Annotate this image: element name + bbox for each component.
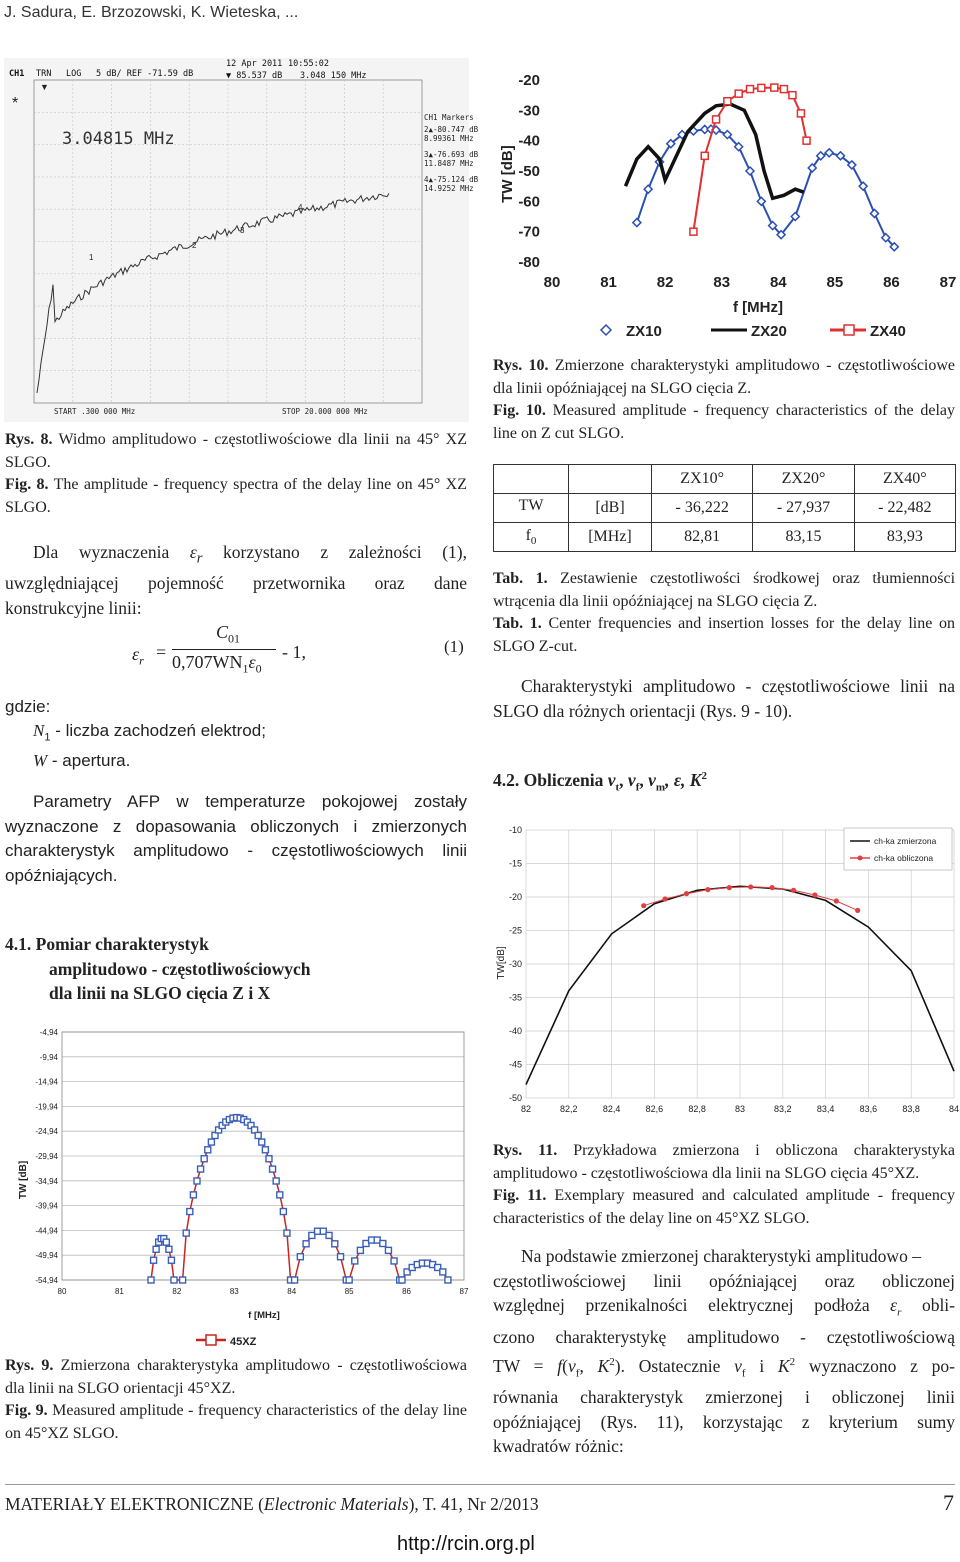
table-cell-symbol: $f_0$ <box>494 523 569 552</box>
data-point <box>391 1258 397 1264</box>
data-point <box>870 209 878 217</box>
fig11-caption-en: Exemplary measured and calculated amplitude - frequency characteristics of the delay line on 45°XZ SLGO. <box>493 1187 955 1227</box>
data-point <box>280 1209 286 1215</box>
x-tick-label: 82,2 <box>560 1104 578 1114</box>
intro-text-2: korzystano z zależności (1), uwzględniającej pojemność przetwornika oraz dane konstrukcyjne linii: <box>5 542 467 618</box>
fig11-caption-pl: Przykładowa zmierzona i obliczona charakterystyka amplitudowo - częstotliwościowa dla linii na SLGO cięcia 45°XZ. <box>493 1142 955 1182</box>
tab1-label-en: Tab. 1. <box>493 615 542 632</box>
fig8-label-en: Fig. 8. <box>5 476 49 493</box>
intro-paragraph <box>5 540 467 620</box>
fig10-label-pl: Rys. 10. <box>493 357 549 374</box>
x-tick-label: 84 <box>769 274 787 291</box>
time-label: 10:55:02 <box>288 59 329 69</box>
data-point <box>757 197 765 205</box>
data-point <box>205 1147 211 1153</box>
y-tick-label: -70 <box>518 223 540 241</box>
y-tick-label: -4,94 <box>39 1028 58 1037</box>
data-point <box>758 84 765 91</box>
marker-4-value: 4▲-75.124 dB <box>424 175 479 184</box>
y-tick-label: -80 <box>518 254 540 271</box>
y-tick-label: -40 <box>508 1026 522 1036</box>
y-tick-label: -39,94 <box>35 1201 58 1211</box>
ch-label: CH1 <box>9 69 25 79</box>
fig11-y-label: TW[dB] <box>496 946 507 980</box>
data-point <box>701 152 708 159</box>
y-tick-label: -49,94 <box>35 1251 58 1261</box>
eq-number: (1) <box>444 637 464 656</box>
marker-3-freq: 11.8487 MHz <box>424 159 474 168</box>
scale-label: 5 dB/ REF -71.59 dB <box>96 69 194 79</box>
data-point <box>663 896 668 901</box>
table1-caption <box>493 568 955 658</box>
markers-panel <box>424 113 479 193</box>
x-tick-label: 87 <box>459 1287 469 1296</box>
fig10-caption <box>493 355 955 445</box>
data-point <box>747 86 754 93</box>
data-point <box>273 1178 279 1184</box>
fig9-x-label: f [MHz] <box>248 1310 280 1321</box>
where-n: $N_1$ - liczba zachodzeń elektrod; <box>33 720 266 743</box>
fig9-series <box>148 1115 451 1283</box>
table-cell: 82,81 <box>652 523 753 552</box>
data-point <box>194 1178 200 1184</box>
data-point <box>705 887 710 892</box>
legend-label: ZX20 <box>751 323 787 340</box>
data-point <box>770 885 775 890</box>
table-cell: 83,15 <box>753 523 854 552</box>
data-point <box>168 1257 174 1263</box>
fig8-caption-en: The amplitude - frequency spectra of the delay line on 45° XZ SLGO. <box>5 476 467 516</box>
where-block <box>5 695 467 773</box>
table-cell-unit: [MHz] <box>569 523 652 552</box>
fig11-caption <box>493 1140 955 1230</box>
star-mark: * <box>12 95 19 112</box>
fig8-spectrum-screen <box>4 58 479 422</box>
data-point <box>791 888 796 893</box>
section-4-2-heading: 4.2. Obliczenia $v_t$, $v_f$, $v_m$, ε, $K^2$ <box>493 770 707 794</box>
data-point <box>190 1192 196 1198</box>
data-point <box>270 1166 276 1172</box>
tab1-caption-pl: Zestawienie częstotliwości środkowej oraz tłumienności wtrącenia dla linii opóźniającej na SLGO cięcia Z. <box>493 570 956 610</box>
y-tick-label: -40 <box>518 132 540 150</box>
data-point <box>746 167 754 175</box>
fig10-y-label: TW [dB] <box>499 145 516 203</box>
data-point <box>690 228 697 235</box>
data-point <box>713 116 720 123</box>
fig9-caption-en: Measured amplitude - frequency characteristics of the delay line on 45°XZ SLGO. <box>5 1402 468 1442</box>
marker-2-num: 2 <box>192 241 197 250</box>
table-header-zx10: ZX10° <box>652 465 753 494</box>
data-point <box>780 86 787 93</box>
y-tick-label: -15 <box>508 858 522 869</box>
data-point <box>684 891 689 896</box>
fig9-label-en: Fig. 9. <box>5 1402 48 1419</box>
y-tick-label: -19,94 <box>35 1102 58 1112</box>
footer-rule <box>5 1484 955 1485</box>
y-tick-label: -54,94 <box>35 1276 58 1285</box>
marker-4-freq: 14.9252 MHz <box>424 184 474 193</box>
data-point <box>284 1230 290 1236</box>
x-tick-label: 83 <box>229 1287 239 1296</box>
big-frequency-readout: 3.04815 MHz <box>62 129 175 149</box>
fig9-caption <box>5 1355 467 1445</box>
data-point <box>201 1156 207 1162</box>
table-1 <box>493 464 956 552</box>
legend-marker <box>844 325 854 335</box>
date-label: 12 Apr 2011 <box>226 59 283 69</box>
data-point <box>262 1147 268 1153</box>
data-point <box>633 219 641 227</box>
data-point <box>208 1139 214 1145</box>
x-tick-label: 86 <box>402 1287 412 1296</box>
where-title: gdzie: <box>5 697 51 716</box>
x-tick-label: 81 <box>600 274 617 291</box>
marker-2-freq: 8.99361 MHz <box>424 134 474 143</box>
fig9-y-label: TW [dB] <box>18 1160 29 1200</box>
final-paragraph: Na podstawie zmierzonej charakterystyki amplitudowo – częstotliwościowej linii opóźniającej oraz obliczonej względnej przenikalności elektrycznej podłoża $\varepsilon_r$ obli- czono charakterystykę amplitudowo - częstotliwościową TW = $f(v_f$, $K^2$). Ostatecznie $v_f$ i $K^2$ wyznaczono z po- równania charakterystyk zmierzonej i obliczonej linii opóźniającej (Rys. 11), korzystając z kryterium sumy kwadratów różnic: <box>493 1246 956 1457</box>
x-tick-label: 83,6 <box>859 1104 878 1114</box>
x-tick-label: 80 <box>57 1287 67 1296</box>
y-tick-label: -45 <box>508 1059 522 1070</box>
y-tick-label: -50 <box>508 1093 522 1103</box>
data-point <box>644 185 652 193</box>
data-point <box>187 1209 193 1215</box>
intro-eps-sub: r <box>196 550 203 567</box>
equation-1 <box>132 622 472 686</box>
table-cell: - 22,482 <box>854 494 955 523</box>
y-tick-label: -9,94 <box>39 1052 58 1062</box>
y-tick-label: -30 <box>518 102 540 120</box>
fig9-legend-marker <box>206 1335 216 1345</box>
fig10-label-en: Fig. 10. <box>493 402 546 419</box>
y-tick-label: -29,94 <box>35 1152 58 1161</box>
data-point <box>445 1277 451 1283</box>
data-point <box>180 1277 186 1283</box>
data-point <box>292 1277 298 1283</box>
legend-marker <box>601 325 611 335</box>
y-tick-label: -20 <box>508 892 522 902</box>
params-paragraph: Parametry AFP w temperaturze pokojowej zostały wyznaczone z dopasowania obliczonych i zmierzonych charakterystyk amplitudowo - częstotliwościowych linii opóźniających. <box>5 792 467 885</box>
fig10-legend <box>601 323 906 340</box>
data-point <box>148 1277 154 1283</box>
page-number: 7 <box>943 1490 954 1515</box>
data-point <box>380 1240 386 1246</box>
marker-3-num: 3 <box>240 226 245 235</box>
fig10-caption-en: Measured amplitude - frequency characteristics of the delay line on Z cut SLGO. <box>493 402 956 442</box>
where-w: W - apertura. <box>33 751 131 771</box>
data-point <box>834 898 839 903</box>
data-point <box>385 1247 391 1253</box>
data-point <box>166 1246 172 1252</box>
fig8-label-pl: Rys. 8. <box>5 431 53 448</box>
x-tick-label: 85 <box>826 274 844 291</box>
data-point <box>748 884 753 889</box>
data-point <box>332 1241 338 1247</box>
x-tick-label: 82 <box>656 274 674 291</box>
y-tick-label: -60 <box>518 193 540 211</box>
fig11-legend-label-calc: ch-ka obliczona <box>874 853 934 863</box>
data-point <box>198 1166 204 1172</box>
intro-eps: ε <box>189 542 197 562</box>
table-cell: - 36,222 <box>652 494 753 523</box>
data-point <box>171 1277 177 1283</box>
eq-denominator: $0,707WN_1\varepsilon_0$ <box>172 652 262 676</box>
table-cell: 83,93 <box>854 523 955 552</box>
fig9-y-ticks <box>35 1028 58 1285</box>
y-tick-label: -10 <box>508 825 522 835</box>
running-header: J. Sadura, E. Brzozowski, K. Wieteska, ... <box>4 4 299 21</box>
table-row <box>494 523 956 552</box>
fig10-x-ticks <box>544 274 957 291</box>
y-tick-label: -35 <box>508 992 522 1003</box>
x-tick-label: 81 <box>114 1287 124 1296</box>
stop-freq: STOP 20.000 000 MHz <box>282 407 368 416</box>
fig10-caption-pl: Zmierzone charakterystyki amplitudowo - częstotliwościowe dla linii opóźniającej na SLGO cięcia Z. <box>493 357 956 397</box>
x-tick-label: 86 <box>883 274 900 291</box>
data-point <box>641 903 646 908</box>
data-point <box>812 892 817 897</box>
data-point <box>727 885 732 890</box>
footer-journal: MATERIAŁY ELEKTRONICZNE (Electronic Materials), T. 41, Nr 2/2013 <box>5 1494 539 1514</box>
data-point <box>259 1139 265 1145</box>
nav-arrow: ▼ <box>40 82 49 92</box>
fig9-grid <box>62 1032 464 1280</box>
data-point <box>771 84 778 91</box>
series-line-zx10 <box>637 129 894 247</box>
log-label: LOG <box>66 69 82 79</box>
x-tick-label: 83 <box>713 274 731 291</box>
fig9-label-pl: Rys. 9. <box>5 1357 54 1374</box>
x-tick-label: 82,6 <box>645 1104 664 1114</box>
fig11-label-pl: Rys. 11. <box>493 1142 558 1159</box>
fig11-legend-box <box>844 828 952 870</box>
y-tick-label: -14,94 <box>35 1077 58 1087</box>
eq-numerator: $C_{01}$ <box>216 622 241 646</box>
data-point <box>297 1254 303 1260</box>
x-tick-label: 85 <box>344 1287 354 1296</box>
data-point <box>859 182 867 190</box>
fig10-chart <box>490 62 960 352</box>
eq-equals: = <box>156 642 167 662</box>
data-point <box>346 1277 352 1283</box>
fig9-caption-pl: Zmierzona charakterystyka amplitudowo - częstotliwościowa dla linii na SLGO orientacji 45°XZ. <box>5 1357 468 1397</box>
data-point <box>440 1269 446 1275</box>
x-tick-label: 87 <box>939 274 957 291</box>
data-point <box>183 1230 189 1236</box>
data-point <box>277 1192 283 1198</box>
x-tick-label: 83,4 <box>816 1104 835 1114</box>
y-tick-label: -24,94 <box>35 1127 58 1137</box>
x-tick-label: 83,8 <box>902 1104 920 1114</box>
data-point <box>151 1257 157 1263</box>
marker-2-value: 2▲-80.747 dB <box>424 125 479 134</box>
marker-4-num: 4 <box>298 203 303 212</box>
data-point <box>303 1241 309 1247</box>
fig11-label-en: Fig. 11. <box>493 1187 547 1204</box>
y-tick-label: -30 <box>508 959 522 969</box>
section-4-1-heading: 4.1. Pomiar charakterystyk amplitudowo - częstotliwościowych dla linii na SLGO cięcia Z i X <box>5 934 311 1003</box>
data-point <box>153 1246 159 1252</box>
y-tick-label: -20 <box>518 72 540 89</box>
eq-tail: - 1, <box>282 642 306 662</box>
fig11-legend-label-measured: ch-ka zmierzona <box>874 836 937 846</box>
fig10-series <box>626 84 899 251</box>
fig9-chart <box>4 1020 474 1352</box>
x-tick-label: 83 <box>734 1104 746 1114</box>
fig9-legend <box>196 1335 257 1348</box>
legend-label: ZX10 <box>626 323 662 340</box>
marker-value: ▼ 85.537 dB <box>226 71 283 81</box>
table-header-row <box>494 465 956 494</box>
data-point <box>163 1239 169 1245</box>
eq-lhs: $\varepsilon_r$ <box>132 644 144 668</box>
fig11-y-ticks <box>509 825 522 1103</box>
data-point <box>724 98 731 105</box>
x-tick-label: 84 <box>287 1287 297 1296</box>
fig11-legend <box>844 828 952 870</box>
table-row <box>494 494 956 523</box>
fig10-y-ticks <box>518 72 540 271</box>
intro-text-1: Dla wyznaczenia <box>33 542 190 562</box>
fig8-caption <box>5 429 467 519</box>
y-tick-label: -34,94 <box>35 1176 58 1186</box>
x-tick-label: 84 <box>948 1104 960 1114</box>
data-point <box>326 1232 332 1238</box>
x-tick-label: 80 <box>543 274 561 291</box>
table-header-zx40: ZX40° <box>854 465 955 494</box>
x-tick-label: 82 <box>520 1104 532 1114</box>
data-point <box>735 90 742 97</box>
marker-frequency: 3.048 150 MHz <box>300 71 367 81</box>
fig9-x-ticks <box>58 1287 469 1296</box>
tab1-caption-en: Center frequencies and insertion losses for the delay line on SLGO Z-cut. <box>493 615 956 655</box>
mode-label: TRN <box>36 69 52 79</box>
fig9-legend-label: 45XZ <box>230 1336 257 1348</box>
markers-title: CH1 Markers <box>424 113 474 122</box>
data-point <box>855 908 860 913</box>
x-tick-label: 82 <box>172 1287 182 1296</box>
data-point <box>352 1258 358 1264</box>
x-tick-label: 82,4 <box>602 1104 621 1114</box>
table-header-zx20: ZX20° <box>753 465 854 494</box>
fig11-legend-marker-calc <box>858 856 863 861</box>
tab1-label-pl: Tab. 1. <box>493 570 548 587</box>
data-point <box>803 137 810 144</box>
data-point <box>797 110 804 117</box>
legend-label: ZX40 <box>870 323 906 340</box>
y-tick-label: -44,94 <box>35 1226 58 1236</box>
data-point <box>357 1247 363 1253</box>
y-tick-label: -50 <box>518 163 540 180</box>
table-cell: - 27,937 <box>753 494 854 523</box>
source-url[interactable]: http://rcin.org.pl <box>397 1533 535 1555</box>
marker-1-num: 1 <box>89 253 94 262</box>
marker-3-value: 3▲-76.693 dB <box>424 150 479 159</box>
eq-fraction-bar <box>172 649 276 650</box>
data-point <box>789 92 796 99</box>
data-point <box>825 149 833 157</box>
fig11-chart <box>490 818 960 1136</box>
orientations-paragraph: Charakterystyki amplitudowo - częstotliwościowe linii na SLGO dla różnych orientacji (Rys. 9 - 10). <box>493 676 955 721</box>
table-cell-unit: [dB] <box>569 494 652 523</box>
data-point <box>338 1254 344 1260</box>
fig10-x-label: f [MHz] <box>733 299 783 316</box>
x-tick-label: 82,8 <box>688 1104 706 1114</box>
fig8-caption-pl: Widmo amplitudowo - częstotliwościowe dla linii na 45° XZ SLGO. <box>5 431 467 471</box>
data-point <box>399 1277 405 1283</box>
data-point <box>255 1132 261 1138</box>
fig11-x-ticks <box>521 1104 959 1114</box>
table-cell-symbol: TW <box>494 494 569 523</box>
data-point <box>266 1156 272 1162</box>
start-freq: START .300 000 MHz <box>54 407 136 416</box>
x-tick-label: 83,2 <box>774 1104 792 1114</box>
y-tick-label: -25 <box>508 925 522 936</box>
